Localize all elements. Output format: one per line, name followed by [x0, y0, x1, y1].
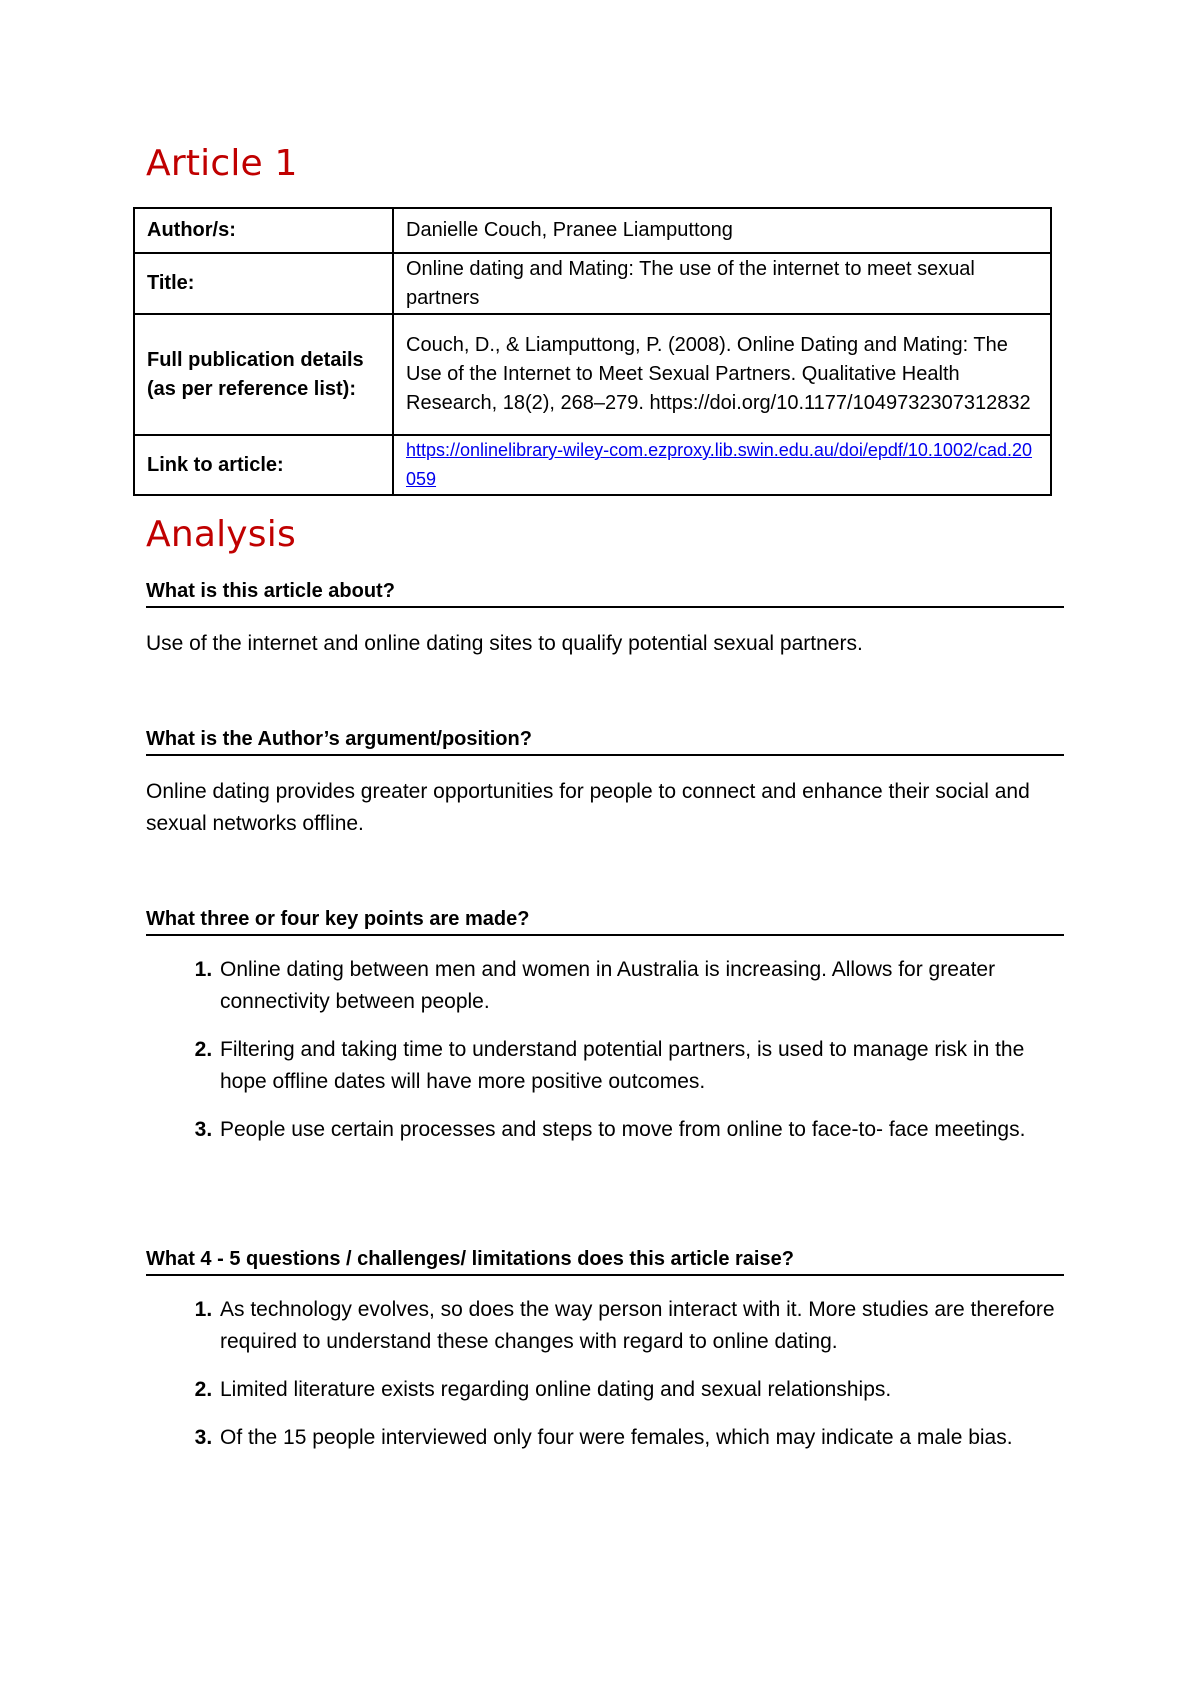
author-value: Danielle Couch, Pranee Liamputtong — [393, 208, 1051, 253]
question-block-about — [146, 580, 1064, 660]
list-item: 1. Online dating between men and women in Australia is increasing. Allows for greater connectivity between people. — [218, 954, 1064, 1018]
question-block-key-points — [146, 908, 1064, 1162]
answer-text: Online dating provides greater opportunities for people to connect and enhance their social and sexual networks offline. — [146, 780, 1030, 835]
limitations-list — [146, 1294, 1064, 1454]
question-title: What is this article about? — [146, 580, 1064, 608]
list-item: 1. As technology evolves, so does the way person interact with it. More studies are therefore required to understand these changes with regard to online dating. — [218, 1294, 1064, 1358]
link-label: Link to article: — [134, 435, 393, 495]
list-item: 2. Limited literature exists regarding online dating and sexual relationships. — [218, 1374, 1064, 1406]
list-item: 3. People use certain processes and steps to move from online to face-to- face meetings. — [218, 1114, 1064, 1146]
table-row — [134, 208, 1051, 253]
title-label: Title: — [134, 253, 393, 314]
question-block-limitations — [146, 1248, 1064, 1470]
author-label: Author/s: — [134, 208, 393, 253]
article-link[interactable]: https://onlinelibrary-wiley-com.ezproxy.lib.swin.edu.au/doi/epdf/10.1002/cad.20059 — [406, 440, 1033, 489]
table-row — [134, 253, 1051, 314]
article-heading: Article 1 — [146, 143, 298, 184]
question-title: What 4 - 5 questions / challenges/ limitations does this article raise? — [146, 1248, 1064, 1276]
publication-details-value: Couch, D., & Liamputtong, P. (2008). Online Dating and Mating: The Use of the Internet to Meet Sexual Partners. Qualitative Health Research, 18(2), 268–279. https://doi.org/10.1177/1049732307312832 — [393, 314, 1051, 435]
list-item: 3. Of the 15 people interviewed only four were females, which may indicate a male bias. — [218, 1422, 1064, 1454]
publication-details-label: Full publication details (as per reference list): — [134, 314, 393, 435]
table-row — [134, 435, 1051, 495]
analysis-heading: Analysis — [146, 514, 296, 555]
title-value: Online dating and Mating: The use of the internet to meet sexual partners — [393, 253, 1051, 314]
question-title: What is the Author’s argument/position? — [146, 728, 1064, 756]
answer-text: Use of the internet and online dating sites to qualify potential sexual partners. — [146, 632, 863, 655]
article-info-table — [133, 207, 1052, 496]
list-item: 2. Filtering and taking time to understand potential partners, is used to manage risk in the hope offline dates will have more positive outcomes. — [218, 1034, 1064, 1098]
key-points-list — [146, 954, 1064, 1146]
table-row — [134, 314, 1051, 435]
question-title: What three or four key points are made? — [146, 908, 1064, 936]
question-block-argument — [146, 728, 1064, 840]
link-cell — [393, 435, 1051, 495]
